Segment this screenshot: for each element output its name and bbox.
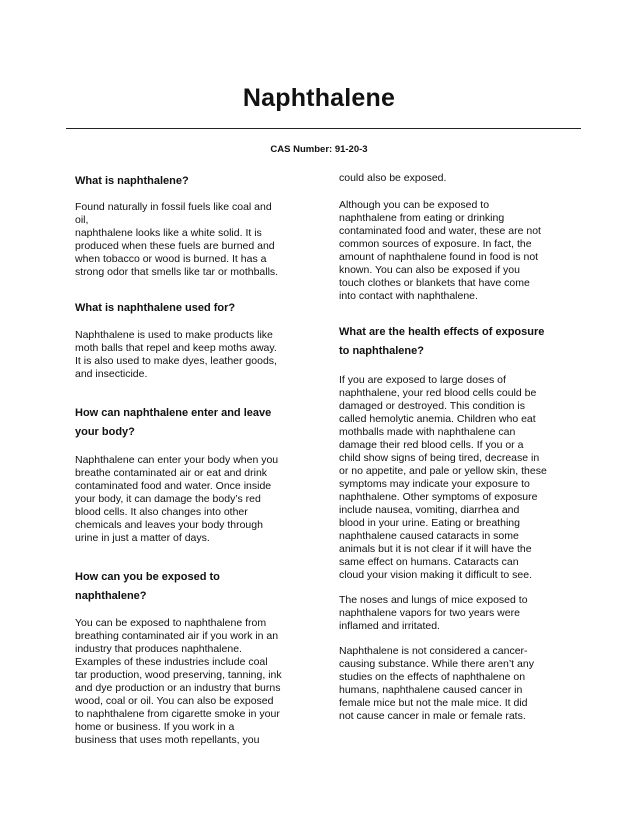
title-divider xyxy=(66,128,581,129)
paragraph-enter-leave: Naphthalene can enter your body when you breathe contaminated air or eat and drink contaminated food and water. Once inside your body, it can damage the body’s red blood cells. It also changes into other chemicals and leaves your body through urine in just a matter of days. xyxy=(75,454,279,544)
cas-number: CAS Number: 91-20-3 xyxy=(270,144,368,155)
heading-used-for: What is naphthalene used for? xyxy=(75,302,236,314)
heading-enter-leave: How can naphthalene enter and leave your body? xyxy=(75,407,272,438)
paragraph-mice: The noses and lungs of mice exposed to naphthalene vapors for two years were inflamed and irritated. xyxy=(339,594,528,632)
left-column xyxy=(75,172,297,747)
heading-health-effects: What are the health effects of exposure to naphthalene? xyxy=(339,326,545,357)
paragraph-food-water: Although you can be exposed to naphthalene from eating or drinking contaminated food and water, these are not common sources of exposure. In fact, the amount of naphthalene found in food is not known. You can also be exposed if you touch clothes or blankets that have come into contact with naphthalene. xyxy=(339,199,541,302)
right-column xyxy=(339,172,565,723)
paragraph-cancer: Naphthalene is not considered a cancer- causing substance. While there aren’t any studies on the effects of naphthalene on humans, naphthalene caused cancer in female mice but not the male mice. It did not cause cancer in male or female rats. xyxy=(339,645,534,722)
paragraph-used-for: Naphthalene is used to make products like moth balls that repel and keep moths away. It is also used to make dyes, leather goods, and insecticide. xyxy=(75,329,277,380)
heading-what-is: What is naphthalene? xyxy=(75,175,189,187)
paragraph-what-is: Found naturally in fossil fuels like coal and oil, naphthalene looks like a white solid. It is produced when these fuels are burned and when tobacco or wood is burned. It has a strong odor that smells like tar or mothballs. xyxy=(75,201,279,278)
paragraph-health-effects: If you are exposed to large doses of naphthalene, your red blood cells could be damaged or destroyed. This condition is called hemolytic anemia. Children who eat mothballs made with naphthalene can damage their red blood cells. If you or a child show signs of being tired, decrease in or no appetite, and pale or yellow skin, these symptoms may indicate your exposure to naphthalene. Other symptoms of exposure include nausea, vomiting, diarrhea and blood in your urine. Eating or breathing naphthalene caused cataracts in some animals but it is not clear if it will have the same effect on humans. Cataracts can cloud your vision making it difficult to see. xyxy=(339,374,547,581)
page-title: Naphthalene xyxy=(242,84,396,112)
paragraph-exposed-continued: could also be exposed. xyxy=(339,172,447,184)
heading-exposed: How can you be exposed to naphthalene? xyxy=(75,571,220,602)
paragraph-exposed: You can be exposed to naphthalene from breathing contaminated air if you work in an industry that produces naphthalene. Examples of these industries include coal tar production, wood preserving, tanning, ink and dye production or an industry that burns wood, coal or oil. You can also be exposed to naphthalene from cigarette smoke in your home or business. If you work in a business that uses moth repellants, you xyxy=(75,617,282,746)
